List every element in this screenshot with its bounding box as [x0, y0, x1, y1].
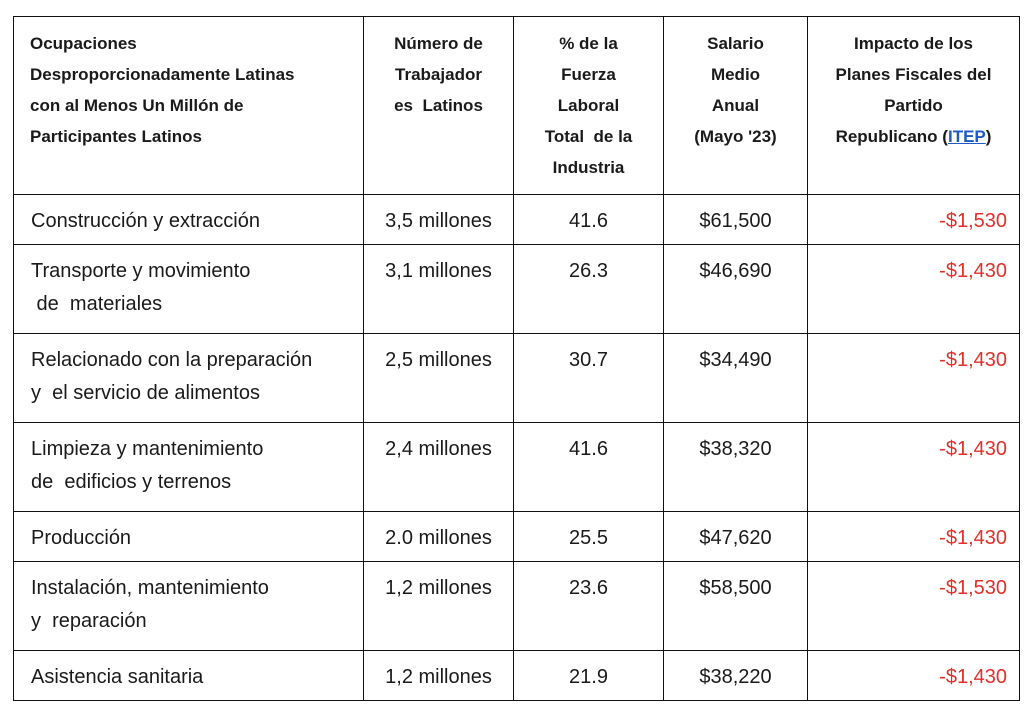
- occupation-line: Relacionado con la preparación: [31, 349, 313, 371]
- salary-cell: $38,320: [664, 423, 808, 512]
- percent-cell: 23.6: [514, 562, 664, 651]
- salary-cell: $46,690: [664, 245, 808, 334]
- header-salary-line: Anual: [711, 96, 760, 115]
- impact-cell: -$1,430: [808, 512, 1020, 562]
- table-row: [14, 512, 1020, 562]
- header-impact-line: Planes Fiscales del: [835, 65, 992, 84]
- workers-cell: 2,5 millones: [364, 334, 514, 423]
- occupation-cell: [14, 423, 364, 512]
- header-workers: [364, 17, 514, 195]
- impact-cell: -$1,530: [808, 195, 1020, 245]
- header-occupation-line: con al Menos Un Millón de: [30, 96, 244, 115]
- itep-link[interactable]: ITEP: [947, 127, 986, 146]
- header-percent-line: % de la: [559, 34, 618, 53]
- header-impact-line: [816, 121, 1011, 152]
- header-occupation-line: Ocupaciones: [30, 34, 137, 53]
- header-impact-suffix: ): [985, 127, 992, 146]
- occupation-line: Producción: [31, 527, 132, 549]
- occupation-line: y reparación: [31, 610, 147, 632]
- salary-cell: $47,620: [664, 512, 808, 562]
- table-row: [14, 651, 1020, 701]
- header-impact-line: Partido: [884, 96, 943, 115]
- occupation-line: Instalación, mantenimiento: [31, 577, 269, 599]
- percent-cell: 41.6: [514, 195, 664, 245]
- occupation-line: Construcción y extracción: [31, 210, 260, 232]
- header-impact: [808, 17, 1020, 195]
- header-workers-line: es Latinos: [394, 96, 483, 115]
- occupation-cell: [14, 334, 364, 423]
- workers-cell: 3,1 millones: [364, 245, 514, 334]
- workers-cell: 1,2 millones: [364, 651, 514, 701]
- header-row: [14, 17, 1020, 195]
- header-salary-line: (Mayo '23): [694, 127, 777, 146]
- header-impact-prefix: Republicano (: [835, 127, 948, 146]
- impact-cell: -$1,430: [808, 245, 1020, 334]
- percent-cell: 25.5: [514, 512, 664, 562]
- salary-cell: $34,490: [664, 334, 808, 423]
- header-workers-line: Número de: [394, 34, 483, 53]
- occupation-cell: [14, 245, 364, 334]
- percent-cell: 21.9: [514, 651, 664, 701]
- table-row: [14, 195, 1020, 245]
- impact-cell: -$1,530: [808, 562, 1020, 651]
- table-row: [14, 562, 1020, 651]
- occupations-table: [13, 16, 1020, 701]
- impact-cell: -$1,430: [808, 423, 1020, 512]
- percent-cell: 41.6: [514, 423, 664, 512]
- header-salary-line: Medio: [710, 65, 761, 84]
- workers-cell: 1,2 millones: [364, 562, 514, 651]
- occupation-line: y el servicio de alimentos: [31, 382, 260, 404]
- occupation-cell: [14, 562, 364, 651]
- occupation-line: Transporte y movimiento: [31, 260, 251, 282]
- percent-cell: 26.3: [514, 245, 664, 334]
- occupation-cell: [14, 512, 364, 562]
- header-occupation: [14, 17, 364, 195]
- percent-cell: 30.7: [514, 334, 664, 423]
- header-percent-line: Laboral: [557, 96, 620, 115]
- workers-cell: 2,4 millones: [364, 423, 514, 512]
- occupation-cell: [14, 195, 364, 245]
- header-salary: [664, 17, 808, 195]
- workers-cell: 2.0 millones: [364, 512, 514, 562]
- occupation-line: de edificios y terrenos: [31, 471, 232, 493]
- impact-cell: -$1,430: [808, 651, 1020, 701]
- table-row: [14, 245, 1020, 334]
- table-row: [14, 423, 1020, 512]
- header-percent-line: Industria: [552, 158, 625, 177]
- impact-cell: -$1,430: [808, 334, 1020, 423]
- occupation-line: Asistencia sanitaria: [31, 666, 204, 688]
- header-percent-line: Fuerza: [561, 65, 616, 84]
- salary-cell: $38,220: [664, 651, 808, 701]
- occupation-line: Limpieza y mantenimiento: [31, 438, 264, 460]
- occupation-line: de materiales: [31, 293, 163, 315]
- header-salary-line: Salario: [707, 34, 764, 53]
- header-percent: [514, 17, 664, 195]
- header-occupation-line: Desproporcionadamente Latinas: [30, 65, 295, 84]
- table-row: [14, 334, 1020, 423]
- header-workers-line: Trabajador: [395, 65, 482, 84]
- header-occupation-line: Participantes Latinos: [30, 127, 202, 146]
- salary-cell: $58,500: [664, 562, 808, 651]
- header-percent-line: Total de la: [544, 127, 633, 146]
- occupation-cell: [14, 651, 364, 701]
- header-impact-line: Impacto de los: [853, 34, 974, 53]
- workers-cell: 3,5 millones: [364, 195, 514, 245]
- salary-cell: $61,500: [664, 195, 808, 245]
